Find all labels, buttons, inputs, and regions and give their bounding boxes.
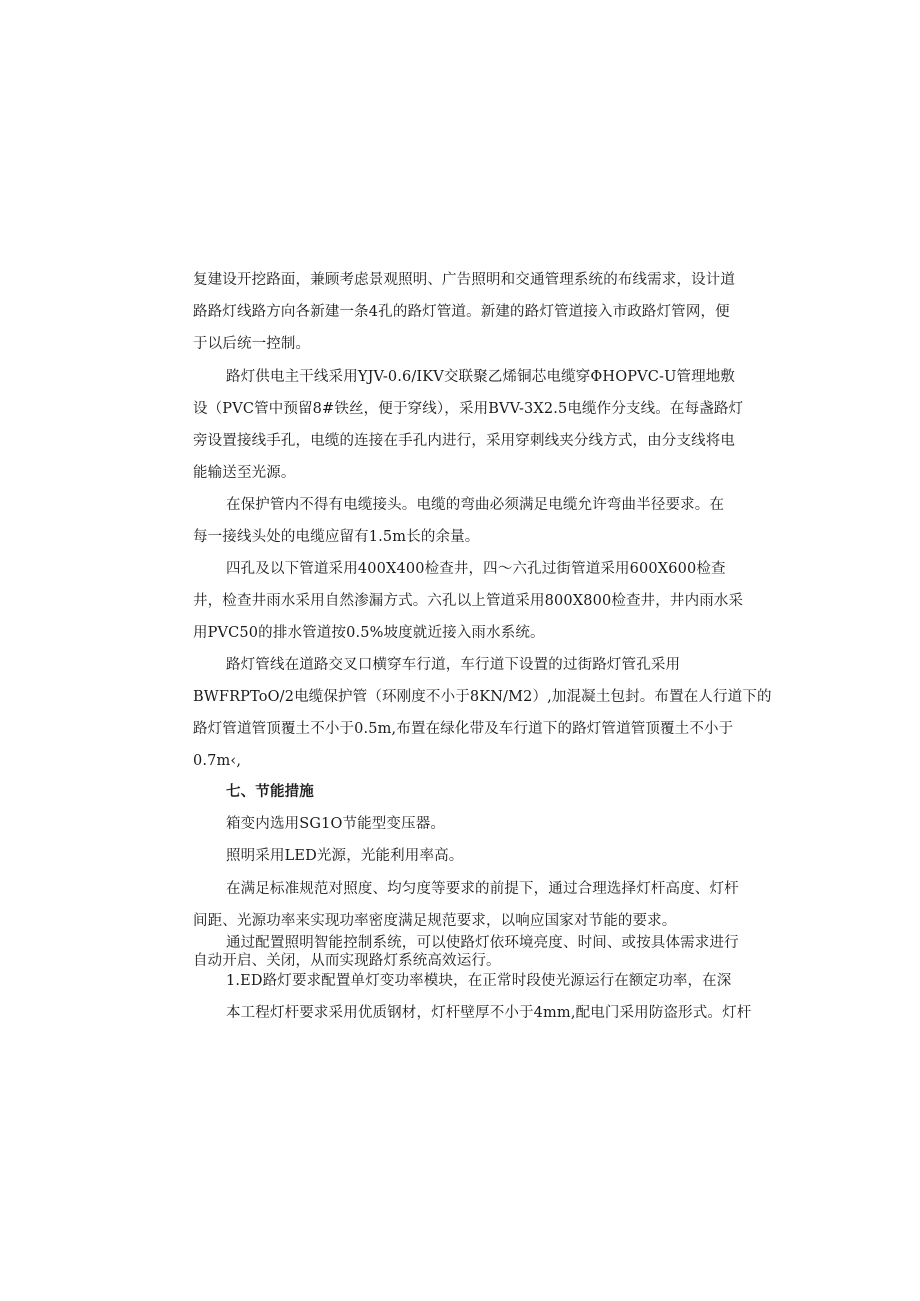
paragraph-line: 箱变内选用SG1O节能型变压器。	[226, 816, 446, 832]
paragraph-line: 在满足标准规范对照度、均匀度等要求的前提下，通过合理选择灯杆高度、灯杆	[226, 881, 739, 897]
paragraph-line: 复建设开挖路面，兼顾考虑景观照明、广告照明和交通管理系统的布线需求，设计道	[193, 272, 736, 288]
paragraph-line: 四孔及以下管道采用400X400检查井，四～六孔过街管道采用600X600检查	[226, 561, 726, 577]
paragraph-line: 路灯供电主干线采用YJV-0.6/IKV交联聚乙烯铜芯电缆穿ΦHOPVC-U管理地敷	[226, 369, 736, 385]
paragraph-line: 自动开启、关闭，从而实现路灯系统高效运行。	[193, 953, 501, 969]
paragraph-line: 通过配置照明智能控制系统，可以使路灯依环境亮度、时间、或按具体需求进行	[226, 935, 739, 951]
section-heading: 七、节能措施	[226, 783, 314, 800]
paragraph-line: 路灯管道管顶覆土不小于0.5m,布置在绿化带及车行道下的路灯管道管顶覆土不小于	[193, 721, 734, 737]
paragraph-line: 旁设置接线手孔，电缆的连接在手孔内进行，采用穿刺线夹分线方式，由分支线将电	[193, 433, 736, 449]
paragraph-line: 在保护管内不得有电缆接头。电缆的弯曲必须满足电缆允许弯曲半径要求。在	[226, 497, 725, 513]
paragraph-line: BWFRPToO/2电缆保护管（环刚度不小于8KN/M2）,加混凝土包封。布置在人行道下的	[193, 689, 772, 705]
paragraph-line: 间距、光源功率来实现功率密度满足规范要求，以响应国家对节能的要求。	[193, 913, 677, 929]
paragraph-line: 设（PVC管中预留8#铁丝，便于穿线），采用BVV-3X2.5电缆作分支线。在每盏路灯	[193, 401, 744, 417]
paragraph-line: 路路灯线路方向各新建一条4孔的路灯管道。新建的路灯管道接入市政路灯管网，便	[193, 304, 730, 320]
paragraph-line: 每一接线头处的电缆应留有1.5m长的余量。	[193, 529, 480, 545]
paragraph-line: 能输送至光源。	[193, 465, 296, 481]
paragraph-line: 0.7m‹,	[193, 753, 242, 769]
paragraph-line: 于以后统一控制。	[193, 336, 311, 352]
paragraph-line: 1.ED路灯要求配置单灯变功率模块，在正常时段使光源运行在额定功率，在深	[226, 973, 732, 989]
paragraph-line: 本工程灯杆要求采用优质钢材，灯杆壁厚不小于4mm,配电门采用防盗形式。灯杆	[226, 1005, 752, 1021]
paragraph-line: 路灯管线在道路交叉口横穿车行道，车行道下设置的过街路灯管孔采用	[226, 657, 681, 673]
paragraph-line: 井，检查井雨水采用自然渗漏方式。六孔以上管道采用800X800检查井，井内雨水采	[193, 593, 744, 609]
paragraph-line: 用PVC50的排水管道按0.5%坡度就近接入雨水系统。	[193, 625, 545, 641]
paragraph-line: 照明采用LED光源，光能利用率高。	[226, 848, 464, 864]
